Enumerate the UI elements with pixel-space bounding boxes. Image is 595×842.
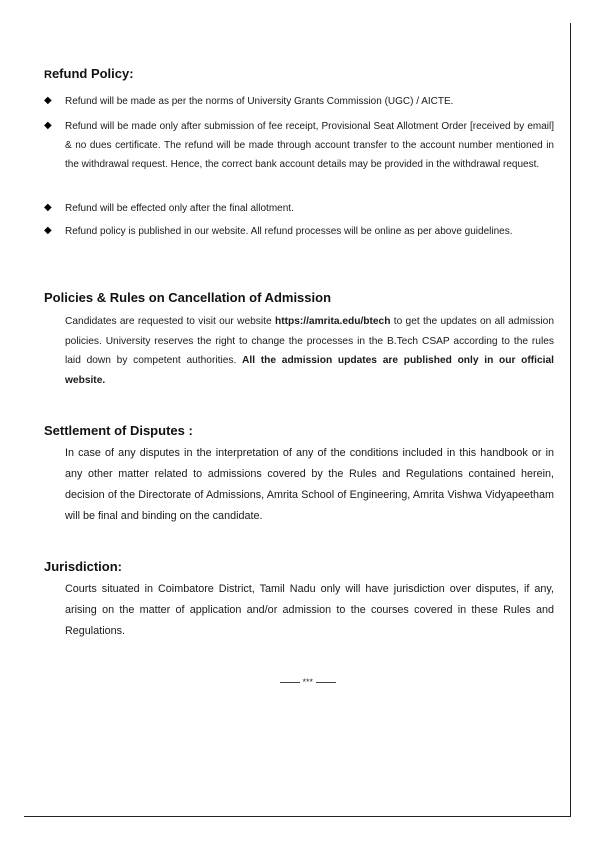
cancellation-bold-note: All the admission updates are published only in our official website.: [65, 355, 554, 386]
diamond-bullet-icon: ◆: [44, 202, 52, 213]
divider-line: [280, 682, 300, 683]
refund-item-text: Refund policy is published in our website. All refund processes will be online as per above guidelines.: [65, 226, 513, 237]
disputes-text: In case of any disputes in the interpretation of any of the conditions included in this handbook or in any other matter related to admissions covered by the Rules and Regulations contained herein, decision of the Directorate of Admissions, Amrita School of Engineering, Amrita Vishwa Vidyapeetham will be final and binding on the candidate.: [65, 447, 554, 522]
refund-item: [44, 117, 554, 174]
refund-item-text: Refund will be made as per the norms of University Grants Commission (UGC) / AICTE.: [65, 96, 454, 107]
diamond-bullet-icon: ◆: [44, 225, 52, 236]
end-of-section-mark: [280, 677, 336, 687]
cancellation-heading: Policies & Rules on Cancellation of Admission: [44, 290, 332, 305]
jurisdiction-text: Courts situated in Coimbatore District, Tamil Nadu only will have jurisdiction over disputes, if any, arising on the matter of application and/or admission to the courses covered in these Rules and Regulations.: [65, 583, 554, 637]
refund-item-text: Refund will be made only after submission of fee receipt, Provisional Seat Allotment Order [received by email] & no dues certificate. The refund will be made through account transfer to the account number mentioned in the withdrawal request. Hence, the correct bank account details may be provided in the withdrawal request.: [65, 121, 554, 170]
divider-line: [316, 682, 336, 683]
disputes-heading: Settlement of Disputes :: [44, 423, 193, 438]
jurisdiction-heading: Jurisdiction:: [44, 559, 123, 574]
refund-item-text: Refund will be effected only after the final allotment.: [65, 203, 294, 214]
cancellation-text-1: Candidates are requested to visit our website: [65, 316, 275, 327]
cancellation-text-2: to get the updates on all admission policies. University reserves the right to change the processes in the B.Tech CSAP according to the rules laid down by competent authorities.: [65, 316, 554, 366]
refund-heading-rest: efund Policy:: [51, 66, 134, 81]
website-link[interactable]: https://amrita.edu/btech: [274, 316, 391, 327]
refund-heading-initial: R: [44, 69, 52, 81]
refund-item: [44, 222, 554, 239]
refund-item: [44, 92, 554, 111]
refund-policy-heading: [44, 66, 134, 81]
diamond-bullet-icon: ◆: [44, 120, 52, 131]
diamond-bullet-icon: ◆: [44, 95, 52, 106]
refund-item: [44, 199, 554, 218]
cancellation-text: [65, 312, 554, 390]
end-stars: ***: [302, 677, 314, 687]
